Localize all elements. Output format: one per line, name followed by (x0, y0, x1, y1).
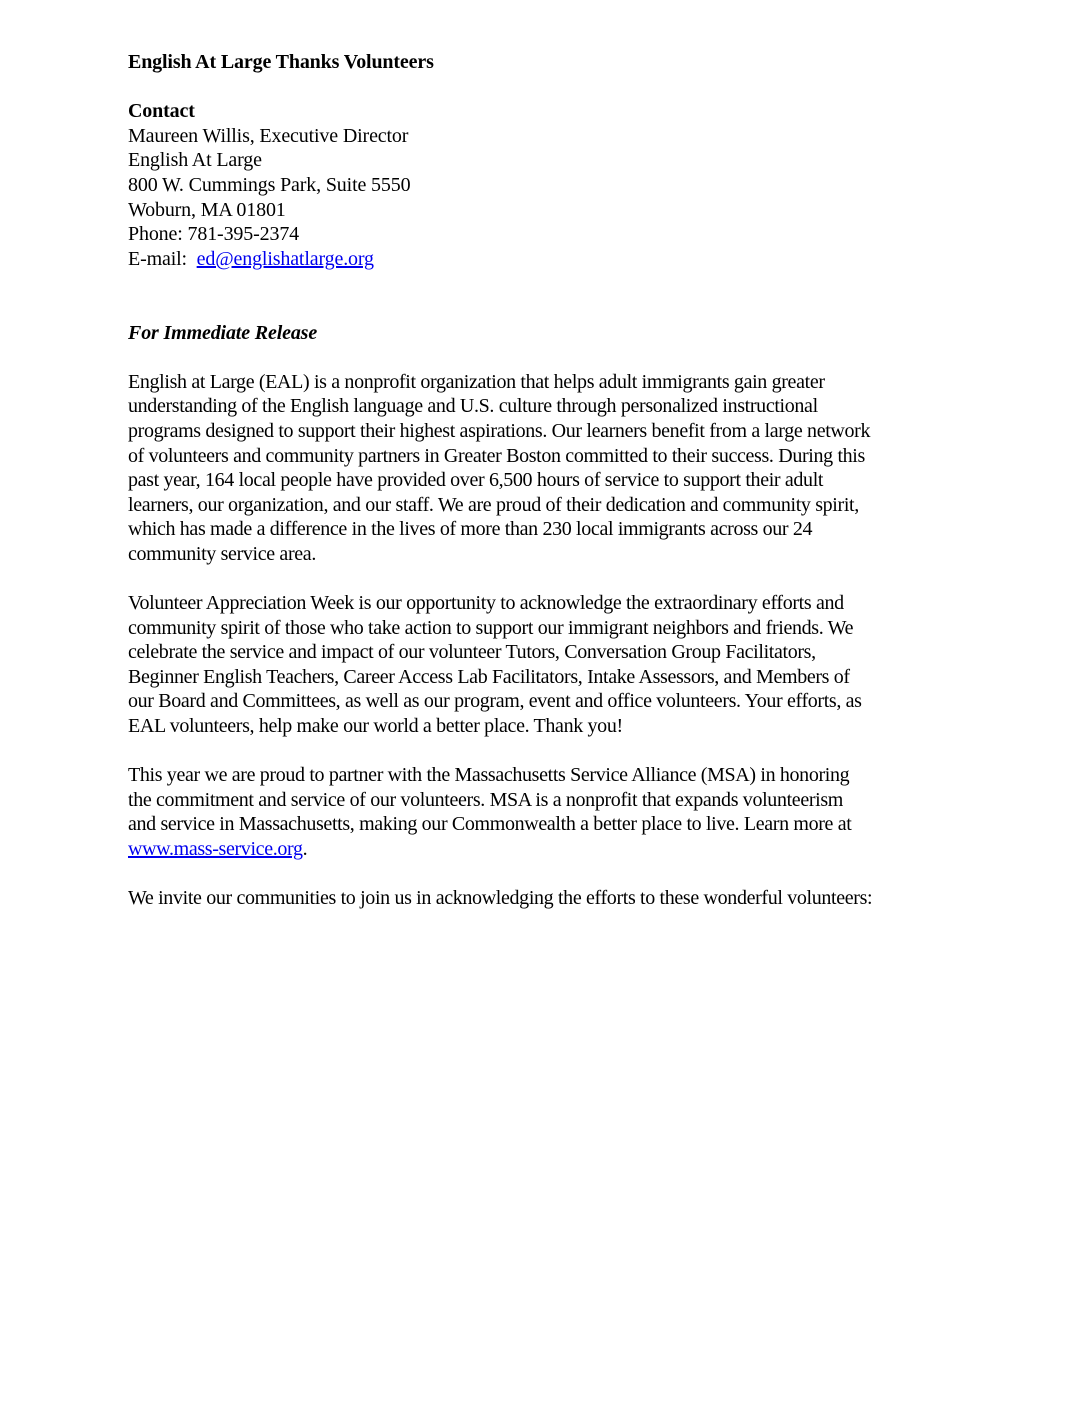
paragraph-line: celebrate the service and impact of our volunteer Tutors, Conversation Group Facilitators, (128, 641, 816, 664)
contact-address-2: Woburn, MA 01801 (128, 198, 286, 221)
contact-heading: Contact (128, 100, 195, 123)
email-label: E-mail: (128, 247, 197, 270)
paragraph-appreciation (128, 591, 968, 739)
paragraph-line: We invite our communities to join us in acknowledging the efforts to these wonderful volunteers: (128, 887, 873, 910)
paragraph-line: EAL volunteers, help make our world a better place. Thank you! (128, 715, 623, 738)
link-trailing-period: . (302, 838, 308, 860)
paragraph-intro (128, 370, 968, 567)
paragraph-line: community service area. (128, 542, 316, 565)
release-label: For Immediate Release (128, 321, 318, 344)
document-page (128, 50, 968, 911)
paragraph-line: This year we are proud to partner with the Massachusetts Service Alliance (MSA) in honoring (128, 764, 850, 787)
paragraph-line: past year, 164 local people have provided over 6,500 hours of service to support their adult (128, 469, 824, 492)
email-link[interactable]: ed@englishatlarge.org (196, 247, 374, 270)
paragraph-line: programs designed to support their highest aspirations. Our learners benefit from a large network (128, 419, 871, 442)
paragraph-line (128, 837, 968, 862)
paragraph-line: which has made a difference in the lives of more than 230 local immigrants across our 24 (128, 518, 813, 541)
paragraph-line: the commitment and service of our volunteers. MSA is a nonprofit that expands volunteerism (128, 788, 844, 811)
contact-address-1: 800 W. Cummings Park, Suite 5550 (128, 173, 411, 196)
paragraph-line: our Board and Committees, as well as our program, event and office volunteers. Your efforts, as (128, 690, 862, 713)
paragraph-line: learners, our organization, and our staff. We are proud of their dedication and community spirit, (128, 493, 859, 516)
paragraph-line: and service in Massachusetts, making our Commonwealth a better place to live. Learn more at (128, 813, 852, 836)
paragraph-line: English at Large (EAL) is a nonprofit organization that helps adult immigrants gain greater (128, 370, 825, 393)
contact-org: English At Large (128, 149, 262, 172)
paragraph-partnership (128, 763, 968, 861)
paragraph-line: community spirit of those who take action to support our immigrant neighbors and friends. We (128, 616, 854, 639)
contact-name: Maureen Willis, Executive Director (128, 124, 409, 147)
paragraph-line: Volunteer Appreciation Week is our opportunity to acknowledge the extraordinary efforts and (128, 592, 844, 615)
contact-phone: Phone: 781-395-2374 (128, 223, 300, 246)
paragraph-line: of volunteers and community partners in Greater Boston committed to their success. During this (128, 444, 865, 467)
paragraph-invite (128, 886, 968, 911)
document-title: English At Large Thanks Volunteers (128, 51, 434, 73)
contact-email-line (128, 247, 968, 272)
paragraph-line: understanding of the English language and U.S. culture through personalized instructional (128, 395, 818, 418)
paragraph-line: Beginner English Teachers, Career Access Lab Facilitators, Intake Assessors, and Members of (128, 665, 850, 688)
mass-service-link[interactable]: www.mass-service.org (128, 838, 303, 860)
